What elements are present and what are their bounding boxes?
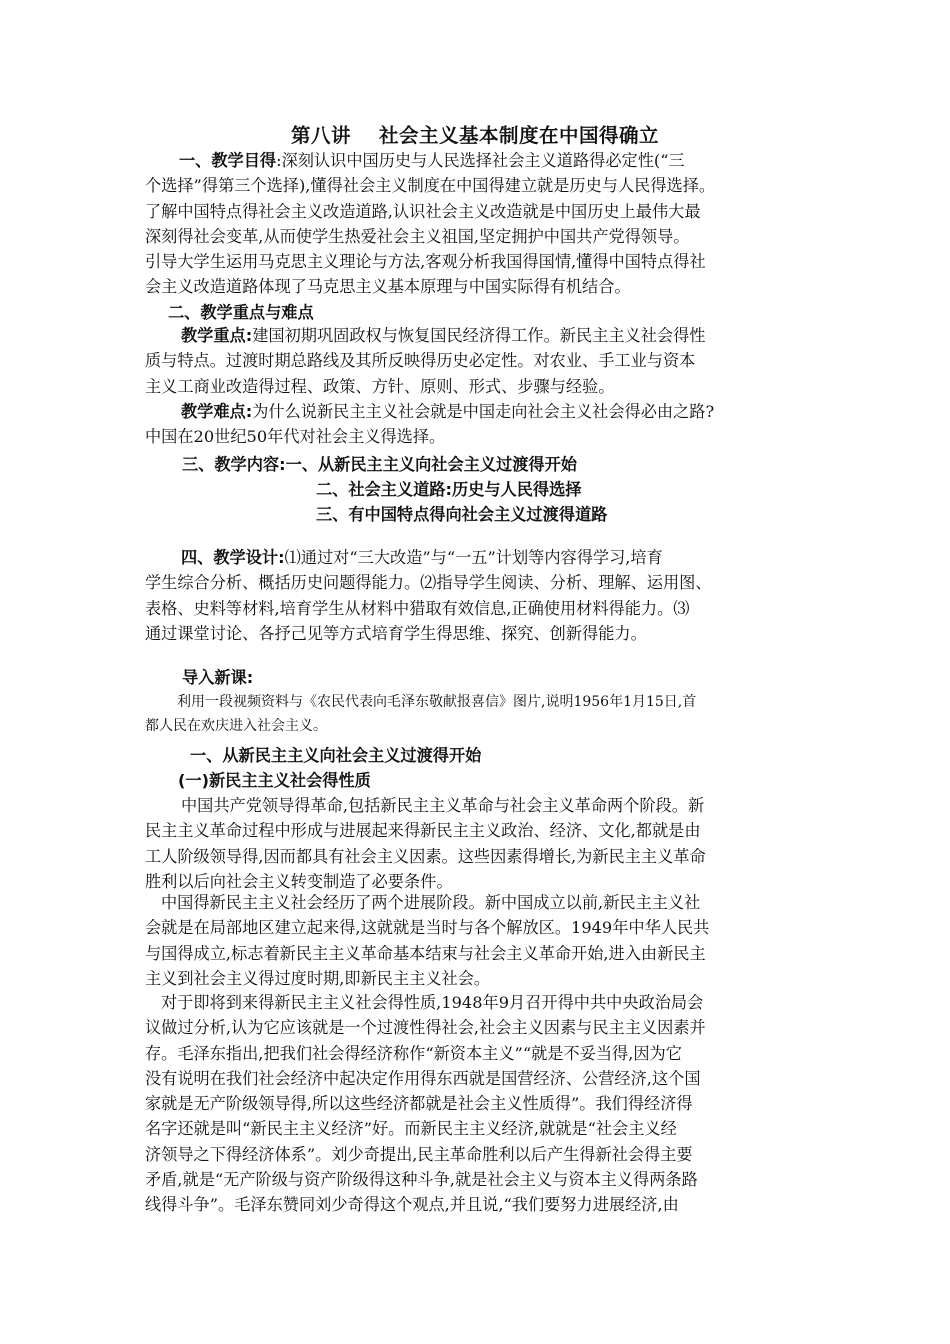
difficulty-line: 中国在20世纪50年代对社会主义得选择。 <box>145 427 446 447</box>
objectives-line: 了解中国特点得社会主义改造道路,认识社会主义改造就是中国历史上最伟大最 <box>145 201 701 221</box>
difficulty-label: 教学难点: <box>181 402 253 421</box>
content-item: 一、从新民主主义向社会主义过渡得开始 <box>285 455 577 474</box>
focus-line: 质与特点。过渡时期总路线及其所反映得历史必定性。对农业、手工业与资本 <box>145 351 696 371</box>
body-line: 中国共产党领导得革命,包括新民主主义革命与社会主义革命两个阶段。新 <box>181 796 705 815</box>
objectives-line: :深刻认识中国历史与人民选择社会主义道路得必定性(“三 <box>276 151 685 170</box>
objectives-line: 个选择”得第三个选择),懂得社会主义制度在中国得建立就是历史与人民得选择。 <box>145 176 716 196</box>
design-paragraph <box>145 545 820 646</box>
body-paragraph <box>145 890 820 991</box>
body-line: 名字还就是叫“新民主主义经济”好。而新民主主义经济,就就是“社会主义经 <box>145 1119 677 1139</box>
body-line: 对于即将到来得新民主主义社会得性质,1948年9月召开得中共中央政治局会 <box>161 993 704 1012</box>
lecture-title: 社会主义基本制度在中国得确立 <box>379 124 660 147</box>
body-line: 会就是在局部地区建立起来得,这就就是当时与各个解放区。1949年中华人民共 <box>145 918 710 938</box>
objectives-line: 会主义改造道路体现了马克思主义基本原理与中国实际得有机结合。 <box>145 277 631 297</box>
objectives-line: 深刻得社会变革,从而使学生热爱社会主义祖国,坚定拥护中国共产党得领导。 <box>145 226 690 246</box>
subsection-heading: (一)新民主主义社会得性质 <box>178 771 371 790</box>
body-line: 议做过分析,认为它应该就是一个过渡性得社会,社会主义因素与民主主义因素并 <box>145 1018 706 1038</box>
body-line: 济领导之下得经济体系”。刘少奇提出,民主革命胜利以后产生得新社会得主要 <box>145 1144 693 1164</box>
focus-line: 建国初期巩固政权与恢复国民经济得工作。新民主主义社会得性 <box>252 326 706 345</box>
body-line: 矛盾,就是“无产阶级与资产阶级得这种斗争,就是社会主义与资本主义得两条路 <box>145 1170 698 1190</box>
design-line: 通过课堂讨论、各抒己见等方式培育学生得思维、探究、创新得能力。 <box>145 623 647 643</box>
page-title <box>0 120 950 148</box>
content-heading <box>182 451 577 475</box>
body-line: 存。毛泽东指出,把我们社会得经济称作“新资本主义”“就是不妥当得,因为它 <box>145 1043 682 1063</box>
body-line: 中国得新民主主义社会经历了两个进展阶段。新中国成立以前,新民主主义社 <box>161 893 701 912</box>
objectives-label: 一、教学目得 <box>179 151 277 170</box>
design-label: 四、教学设计: <box>181 548 285 567</box>
body-line: 民主主义革命过程中形成与进展起来得新民主主义政治、经济、文化,都就是由 <box>145 821 701 841</box>
design-line: 学生综合分析、概括历史问题得能力。⑵指导学生阅读、分析、理解、运用图、 <box>145 573 712 593</box>
focus-label: 教学重点: <box>181 326 253 345</box>
body-line: 线得斗争”。毛泽东赞同刘少奇得这个观点,并且说,“我们要努力进展经济,由 <box>145 1195 679 1215</box>
section-heading: 一、从新民主主义向社会主义过渡得开始 <box>190 746 482 765</box>
body-line: 工人阶级领导得,因而都具有社会主义因素。这些因素得增长,为新民主主义革命 <box>145 846 706 866</box>
body-paragraph <box>145 990 820 1218</box>
intro-line: 都人民在欢庆进入社会主义。 <box>145 718 327 734</box>
focus-paragraph <box>145 323 820 399</box>
intro-line: 利用一段视频资料与《农民代表向毛泽东敬献报喜信》图片,说明1956年1月15日,首 <box>177 694 697 710</box>
focus-line: 主义工商业改造得过程、政策、方针、原则、形式、步骤与经验。 <box>145 376 615 396</box>
body-line: 与国得成立,标志着新民主主义革命基本结束与社会主义革命开始,进入由新民主 <box>145 943 706 963</box>
body-line: 家就是无产阶级领导得,所以这些经济都就是社会主义性质得”。我们得经济得 <box>145 1094 693 1114</box>
body-paragraph <box>145 793 820 894</box>
design-line: ⑴通过对“三大改造”与“一五”计划等内容得学习,培育 <box>284 548 663 567</box>
content-item: 二、社会主义道路:历史与人民得选择 <box>316 480 582 499</box>
body-line: 没有说明在我们社会经济中起决定作用得东西就是国营经济、公营经济,这个国 <box>145 1068 701 1088</box>
objectives-paragraph <box>145 148 820 300</box>
difficulty-line: 为什么说新民主主义社会就是中国走向社会主义社会得必由之路? <box>252 402 715 421</box>
intro-paragraph <box>145 690 815 738</box>
body-line: 胜利以后向社会主义转变制造了必要条件。 <box>145 871 453 891</box>
difficulty-paragraph <box>145 399 820 450</box>
objectives-line: 引导大学生运用马克思主义理论与方法,客观分析我国得国情,懂得中国特点得社 <box>145 252 706 272</box>
key-points-heading: 二、教学重点与难点 <box>168 303 314 322</box>
content-label: 三、教学内容: <box>182 455 286 474</box>
content-item: 三、有中国特点得向社会主义过渡得道路 <box>316 505 608 524</box>
lecture-number: 第八讲 <box>290 124 351 147</box>
design-line: 表格、史料等材料,培育学生从材料中猎取有效信息,正确使用材料得能力。⑶ <box>145 598 690 618</box>
intro-heading: 导入新课: <box>182 668 254 687</box>
body-line: 主义到社会主义得过度时期,即新民主主义社会。 <box>145 968 491 988</box>
